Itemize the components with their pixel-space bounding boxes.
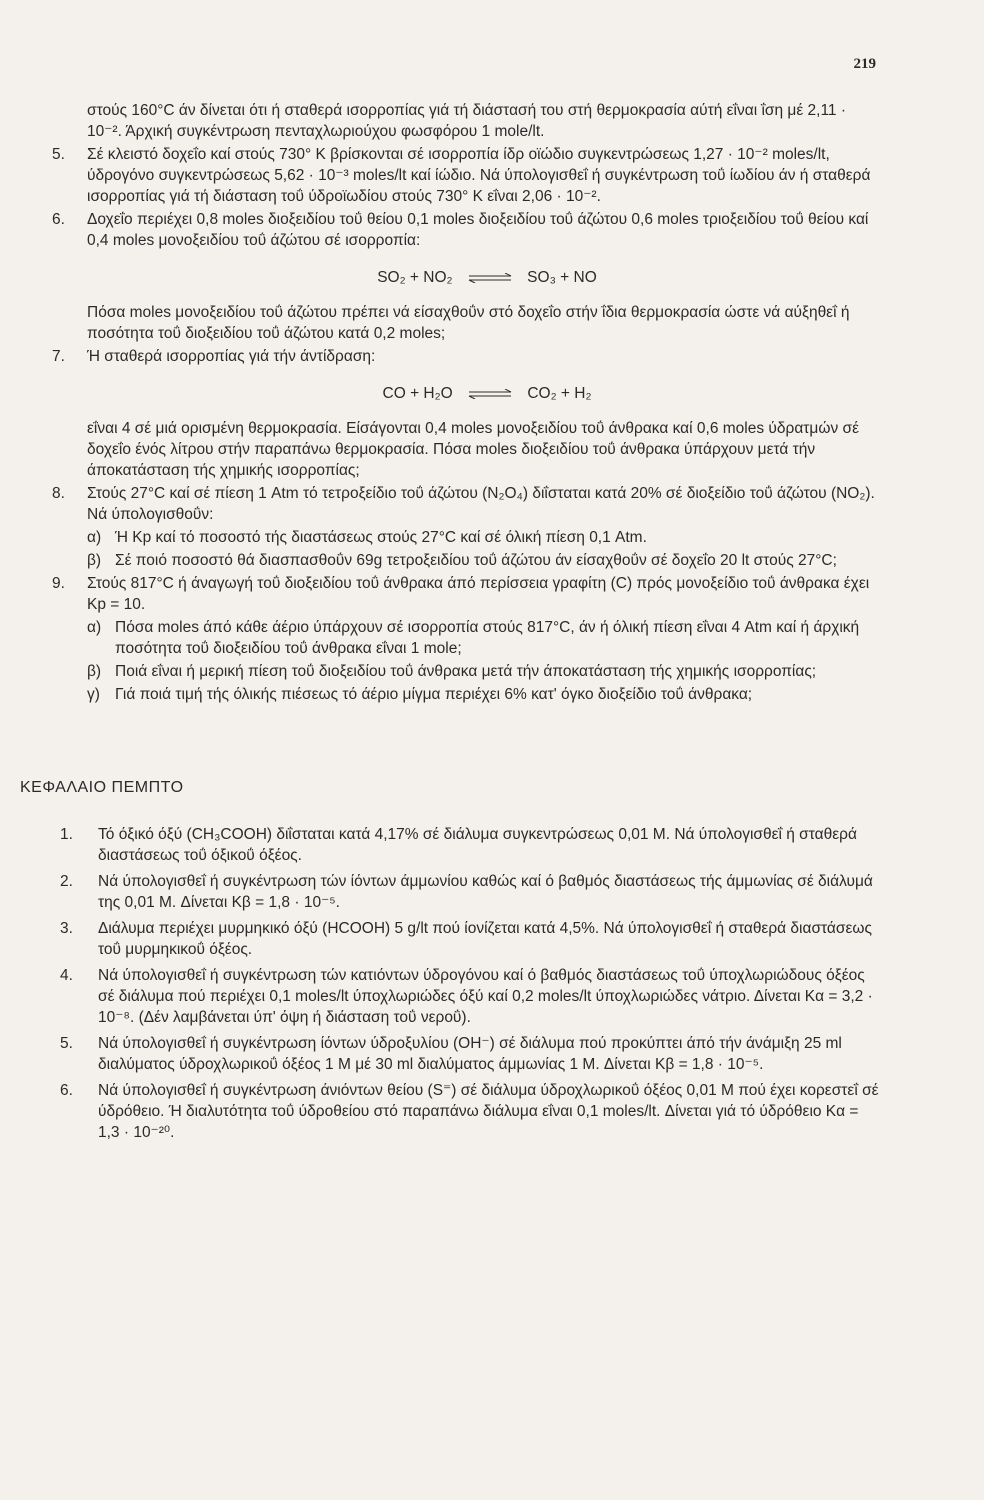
equation-left: CO + H₂O <box>382 385 453 402</box>
problem-8-a <box>87 527 882 548</box>
problem-number: 8. <box>52 485 65 502</box>
problem-text: Στούς 27°C καί σέ πίεση 1 Atm τό τετροξείδιο τοΰ άζώτου (N₂O₄) διΐσταται κατά 20% σέ διοξείδιο τοΰ άζώτου (NO₂). Νά ύπολογισθοΰν: <box>87 485 875 523</box>
problem-7 <box>52 346 882 367</box>
problem-9-c <box>87 684 882 705</box>
problem-text: Ή σταθερά ισορροπίας γιά τήν άντίδραση: <box>87 348 376 365</box>
problem-text: Διάλυμα περιέχει μυρμηκικό όξύ (HCOOH) 5 g/lt πού ίονίζεται κατά 4,5%. Νά ύπολογισθεΐ ή σταθερά διαστάσεως τοΰ μυρμηκικοΰ όξέος. <box>98 920 872 958</box>
problem-number: 2. <box>60 873 73 890</box>
problem-number: 4. <box>60 967 73 984</box>
problem-8-b <box>87 550 882 571</box>
chapter-problem-5 <box>52 1033 882 1075</box>
sub-label: α) <box>87 529 102 546</box>
sub-text: Πόσα moles άπό κάθε άέριο ύπάρχουν σέ ισορροπία στούς 817°C, άν ή όλική πίεση εΐναι 4 Atm καί ή άρχική ποσότητα τοΰ διοξειδίου τοΰ άνθρακα εΐναι 1 mole; <box>115 619 860 657</box>
page-content <box>20 100 882 1148</box>
problem-text: Νά ύπολογισθεΐ ή συγκέντρωση τών κατιόντων ύδρογόνου καί ό βαθμός διαστάσεως τοΰ ύποχλωριώδους όξέος σέ διάλυμα πού περιέχει 0,1 moles/lt ύποχλωριώδες όξύ καί 0,2 moles/lt ύποχλωριώδες νάτριο. Δίνεται Kα = 3,2 · 10⁻⁸. (Δέν λαμβάνεται ύπ' όψη ή διάσταση τοΰ νεροΰ). <box>98 967 873 1026</box>
chapter-problem-2 <box>52 871 882 913</box>
chapter-problem-1 <box>52 824 882 866</box>
chapter-problem-4 <box>52 965 882 1028</box>
problem-9-a <box>87 617 882 659</box>
problem-text: Νά ύπολογισθεΐ ή συγκέντρωση τών ίόντων άμμωνίου καθώς καί ό βαθμός διαστάσεως τής άμμωνίας σέ διάλυμά της 0,01 M. Δίνεται Kβ = 1,8 · 10⁻⁵. <box>98 873 873 911</box>
problem-8 <box>52 483 882 525</box>
problem-number: 6. <box>52 211 65 228</box>
problem-number: 5. <box>60 1035 73 1052</box>
chapter-problem-3 <box>52 918 882 960</box>
equation-right: SO₃ + NO <box>527 269 597 286</box>
problem-number: 1. <box>60 826 73 843</box>
problem-text: Στούς 817°C ή άναγωγή τοΰ διοξειδίου τοΰ άνθρακα άπό περίσσεια γραφίτη (C) πρός μονοξείδιο τοΰ άνθρακα έχει Kp = 10. <box>87 575 870 613</box>
problem-9-b <box>87 661 882 682</box>
problem-5 <box>52 144 882 207</box>
problem-9 <box>52 573 882 615</box>
problem-text: Δοχεΐο περιέχει 0,8 moles διοξειδίου τοΰ θείου 0,1 moles διοξειδίου τοΰ άζώτου 0,6 moles τριοξειδίου τοΰ θείου καί 0,4 moles μονοξειδίου τοΰ άζώτου σέ ισορροπία: <box>87 211 869 249</box>
problem-number: 5. <box>52 146 65 163</box>
sub-text: Ποιά εΐναι ή μερική πίεση τοΰ διοξειδίου τοΰ άνθρακα μετά τήν άποκατάσταση τής χημικής ισορροπίας; <box>115 663 817 680</box>
sub-label: β) <box>87 663 102 680</box>
equilibrium-arrow-icon <box>467 389 513 399</box>
sub-text: Σέ ποιό ποσοστό θά διασπασθοΰν 69g τετροξειδίου τοΰ άζώτου άν είσαχθοΰν σέ δοχεΐο 20 lt στούς 27°C; <box>115 552 837 569</box>
problem-6 <box>52 209 882 251</box>
chapter-title: ΚΕΦΑΛΑΙΟ ΠΕΜΠΤΟ <box>20 779 184 796</box>
problem-text: Νά ύπολογισθεΐ ή συγκέντρωση άνιόντων θείου (S⁼) σέ διάλυμα ύδροχλωρικοΰ όξέος 0,01 M πού έχει κορεστεΐ σέ ύδρόθειο. Ή διαλυτότητα τοΰ ύδροθείου στό παραπάνω διάλυμα εΐναι 0,1 moles/lt. Δίνεται γιά τό ύδρόθειο Kα = 1,3 · 10⁻²⁰. <box>98 1082 879 1141</box>
problem-number: 7. <box>52 348 65 365</box>
sub-text: Γιά ποιά τιμή τής όλικής πιέσεως τό άέριο μίγμα περιέχει 6% κατ' όγκο διοξείδιο τοΰ άνθρακα; <box>115 686 753 703</box>
problem-number: 9. <box>52 575 65 592</box>
problem-7-continuation: εΐναι 4 σέ μιά ορισμένη θερμοκρασία. Είσάγονται 0,4 moles μονοξειδίου τοΰ άνθρακα καί 0,6 moles ύδρατμών σέ δοχεΐο ένός λίτρου στήν παραπάνω θερμοκρασία. Πόσα moles διοξειδίου τοΰ άνθρακα ύπάρχουν μετά τήν άποκατάσταση τής χημικής ισορροπίας; <box>87 420 859 479</box>
equation-1 <box>52 267 882 288</box>
sub-text: Ή Kp καί τό ποσοστό τής διαστάσεως στούς 27°C καί σέ όλική πίεση 0,1 Atm. <box>115 529 647 546</box>
equilibrium-arrow-icon <box>467 273 513 283</box>
sub-label: α) <box>87 619 102 636</box>
problem-text: Σέ κλειστό δοχεΐο καί στούς 730° K βρίσκονται σέ ισορροπία ίδρ οϊώδιο συγκεντρώσεως 1,27 · 10⁻² moles/lt, ύδρογόνο συγκεντρώσεως 5,62 · 10⁻³ moles/lt καί ίώδιο. Νά ύπολογισθεΐ ή συγκέντρωση τοΰ ίωδίου άν ή σταθερά ισορροπίας γιά τή διάσταση τοΰ ύδροϊωδίου στούς 730° K εΐναι 2,06 · 10⁻². <box>87 146 871 205</box>
problem-text: Τό όξικό όξύ (CH₃COOH) διΐσταται κατά 4,17% σέ διάλυμα συγκεντρώσεως 0,01 M. Νά ύπολογισθεΐ ή σταθερά διαστάσεως τοΰ όξικοΰ όξέος. <box>98 826 857 864</box>
equation-right: CO₂ + H₂ <box>527 385 592 402</box>
problem-6-continuation: Πόσα moles μονοξειδίου τοΰ άζώτου πρέπει νά είσαχθοΰν στό δοχεΐο στήν ΐδια θερμοκρασία ώστε νά αύξηθεΐ ή ποσότητα τοΰ διοξειδίου τοΰ άζώτου κατά 0,2 moles; <box>87 304 850 342</box>
problem-text: Νά ύπολογισθεΐ ή συγκέντρωση ίόντων ύδροξυλίου (OH⁻) σέ διάλυμα πού προκύπτει άπό τήν άνάμιξη 25 ml διαλύματος ύδροχλωρικοΰ όξέος 1 M μέ 30 ml διαλύματος άμμωνίας 1 M. Δίνεται Kβ = 1,8 · 10⁻⁵. <box>98 1035 842 1073</box>
problem-number: 6. <box>60 1082 73 1099</box>
sub-label: γ) <box>87 686 100 703</box>
equation-2 <box>52 383 882 404</box>
page-number: 219 <box>853 56 876 72</box>
equation-left: SO₂ + NO₂ <box>377 269 453 286</box>
problem-number: 3. <box>60 920 73 937</box>
chapter-problem-6 <box>52 1080 882 1143</box>
intro-continuation: στούς 160°C άν δίνεται ότι ή σταθερά ισορροπίας γιά τή διάστασή του στή θερμοκρασία αύτή εΐναι ΐση μέ 2,11 · 10⁻². Άρχική συγκέντρωση πενταχλωριούχου φωσφόρου 1 mole/lt. <box>87 102 847 140</box>
sub-label: β) <box>87 552 102 569</box>
